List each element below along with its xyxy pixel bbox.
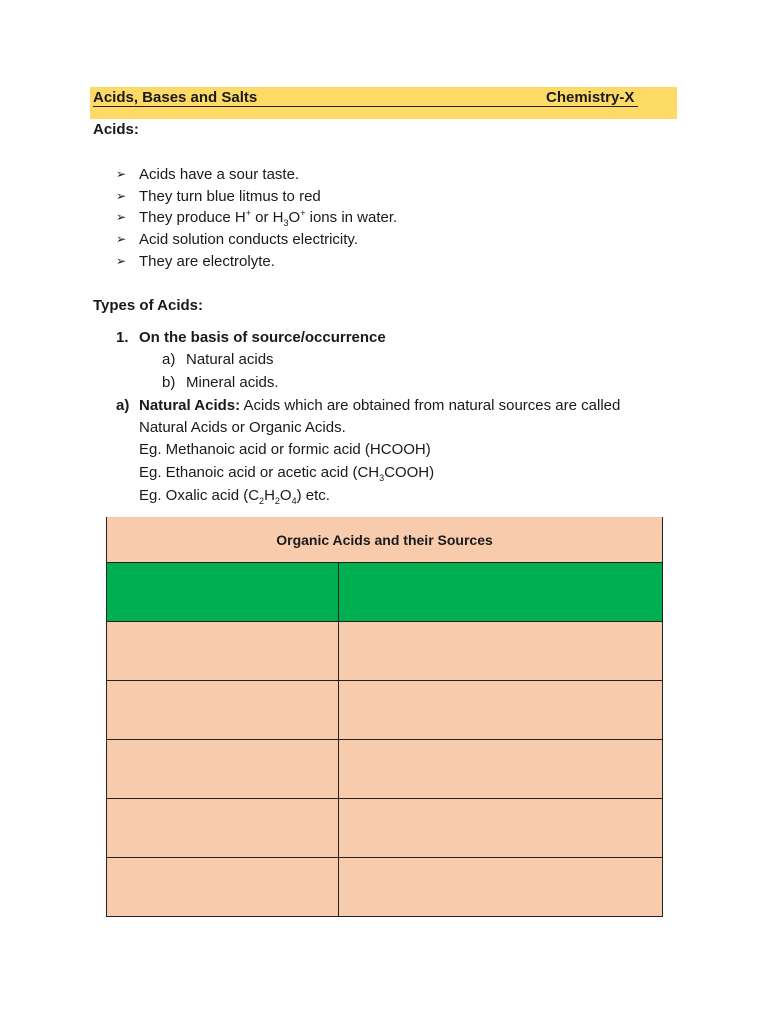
list-item: ➢ Acid solution conducts electricity. <box>116 229 397 251</box>
subtype-marker: a) <box>162 351 176 368</box>
acids-heading: Acids: <box>93 121 139 138</box>
acid-properties-list <box>116 164 397 272</box>
table-cell <box>339 799 663 858</box>
natural-definition: Natural Acids: Acids which are obtained from natural sources are called <box>139 397 621 414</box>
table-header-cell <box>339 563 663 622</box>
table-cell <box>107 622 339 681</box>
subtype-text: Mineral acids. <box>186 374 279 391</box>
arrow-bullet-icon: ➢ <box>116 253 127 268</box>
table-cell <box>339 622 663 681</box>
natural-marker: a) <box>116 397 130 414</box>
table-row <box>107 799 663 858</box>
header-underline <box>93 106 638 107</box>
arrow-bullet-icon: ➢ <box>116 210 127 225</box>
subtype-text: Natural acids <box>186 351 274 368</box>
table-header-cell <box>107 563 339 622</box>
table-cell <box>107 799 339 858</box>
table-cell <box>339 858 663 917</box>
table-row <box>107 740 663 799</box>
natural-definition-cont: Natural Acids or Organic Acids. <box>139 419 346 436</box>
example-formic: Eg. Methanoic acid or formic acid (HCOOH) <box>139 441 431 458</box>
basis-label: On the basis of source/occurrence <box>139 329 386 346</box>
table-cell <box>107 858 339 917</box>
arrow-bullet-icon: ➢ <box>116 188 127 203</box>
table-cell <box>107 681 339 740</box>
arrow-bullet-icon: ➢ <box>116 167 127 181</box>
table-row <box>107 858 663 917</box>
subtype-marker: b) <box>162 374 176 391</box>
basis-number: 1. <box>116 329 129 346</box>
list-item: ➢ They turn blue litmus to red <box>116 186 397 208</box>
table-cell <box>107 740 339 799</box>
list-item: ➢ They are electrolyte. <box>116 251 397 273</box>
list-item <box>116 207 397 229</box>
ion-text: They produce H+ or $H_3O^+$ ions in water. <box>139 208 398 229</box>
table-header-row <box>107 563 663 622</box>
table-row <box>107 681 663 740</box>
document-title: Acids, Bases and Salts <box>93 89 258 106</box>
subject-label: Chemistry-X <box>546 89 635 106</box>
organic-acids-table <box>106 517 663 917</box>
arrow-bullet-icon: ➢ <box>116 232 127 247</box>
example-acetic: Eg. Ethanoic acid or acetic acid $(CH_3COOH)$ <box>139 464 435 483</box>
table-cell <box>339 681 663 740</box>
types-heading: Types of Acids: <box>93 297 204 314</box>
table-title: Organic Acids and their Sources <box>107 517 663 563</box>
table-cell <box>339 740 663 799</box>
example-oxalic: Eg. Oxalic acid $(C_2H_2O_4)$ etc. <box>139 487 330 506</box>
list-item: ➢ Acids have a sour taste. <box>116 164 397 186</box>
table-row <box>107 622 663 681</box>
